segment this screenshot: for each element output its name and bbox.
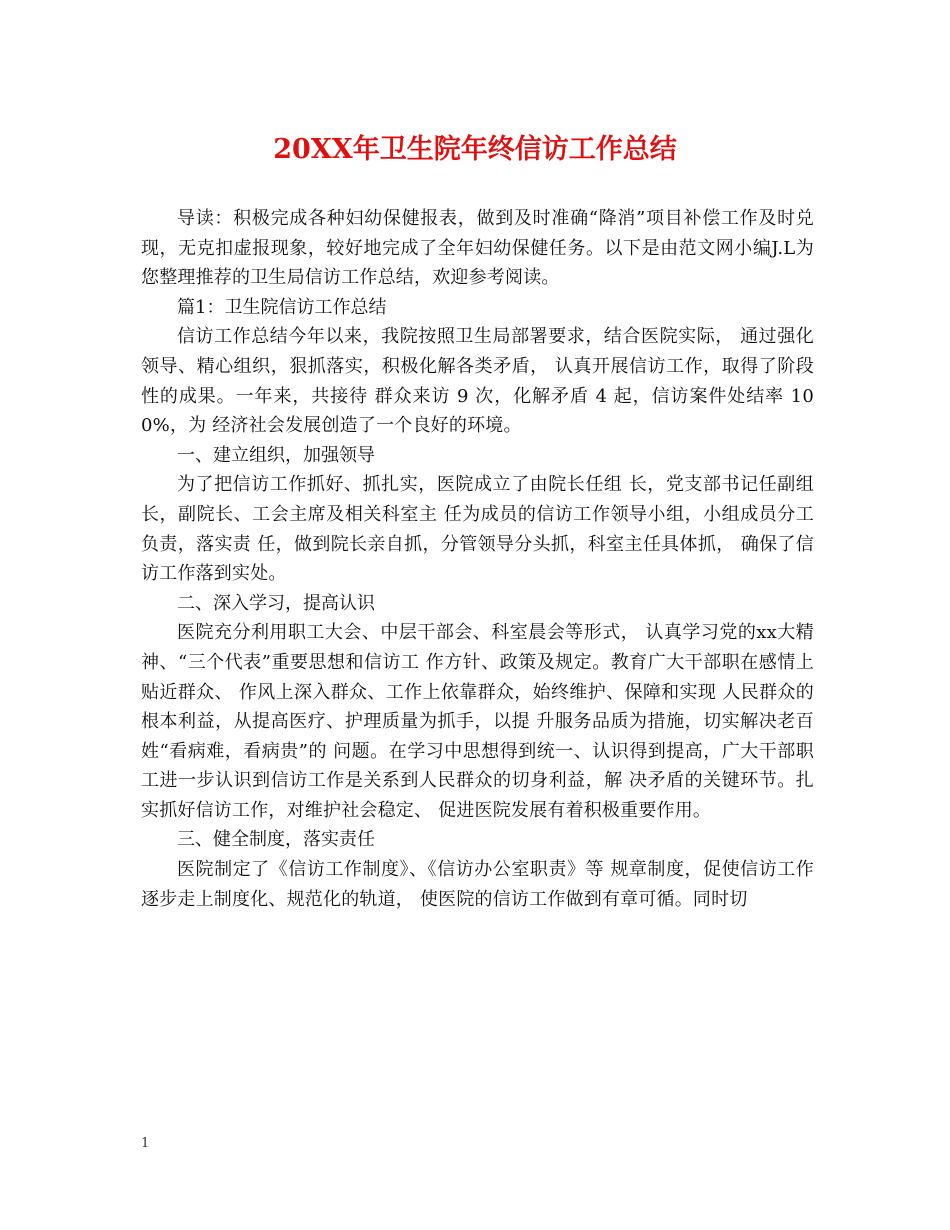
body-paragraph: 医院制定了《信访工作制度》、《信访办公室职责》等 规章制度，促使信访工作逐步走上制度化、规范化的轨道， 使医院的信访工作做到有章可循。同时切	[141, 859, 814, 910]
body-paragraph: 医院充分利用职工大会、中层干部会、科室晨会等形式， 认真学习党的xx大精神、“三个代表”重要思想和信访工 作方针、政策及规定。教育广大干部职在感情上贴近群众、 作风上深入群众、工作上依靠群众，始终维护、保障和实现 人民群众的根本利益，从提高医疗、护理质量为抓手，以提 升服务品质为措施，切实解决老百姓“看病难，看病贵”的 问题。在学习中思想得到统一、认识得到提高，广大干部职 工进一步认识到信访工作是关系到人民群众的切身利益，解 决矛盾的关键环节。扎实抓好信访工作，对维护社会稳定、 促进医院发展有着积极重要作用。	[141, 622, 814, 821]
body-paragraph: 为了把信访工作抓好、抓扎实，医院成立了由院长任组 长，党支部书记任副组长，副院长、工会主席及相关科室主 任为成员的信访工作领导小组，小组成员分工负责，落实责 任，做到院长亲自抓，分管领导分头抓，科室主任具体抓， 确保了信访工作落到实处。	[141, 474, 814, 585]
document-title: 20XX年卫生院年终信访工作总结	[273, 134, 677, 165]
body-paragraph: 信访工作总结今年以来，我院按照卫生局部署要求，结合医院实际， 通过强化领导、精心组织，狠抓落实，积极化解各类矛盾， 认真开展信访工作，取得了阶段性的成果。一年来，共接待 群众来访 9 次，化解矛盾 4 起，信访案件处结率 100%，为 经济社会发展创造了一个良好的环境。	[141, 326, 814, 437]
section-heading: 二、深入学习，提高认识	[177, 592, 375, 614]
page-number: 1	[141, 1136, 150, 1151]
document-body	[141, 204, 814, 914]
chapter-heading: 篇1：卫生院信访工作总结	[177, 296, 387, 318]
section-heading: 三、健全制度，落实责任	[177, 829, 375, 851]
section-heading: 一、建立组织，加强领导	[177, 444, 375, 466]
intro-paragraph: 导读：积极完成各种妇幼保健报表，做到及时准确“降消”项目补偿工作及时兑现，无克扣虚报现象，较好地完成了全年妇幼保健任务。以下是由范文网小编J.L为您整理推荐的卫生局信访工作总结，欢迎参考阅读。	[141, 208, 814, 289]
